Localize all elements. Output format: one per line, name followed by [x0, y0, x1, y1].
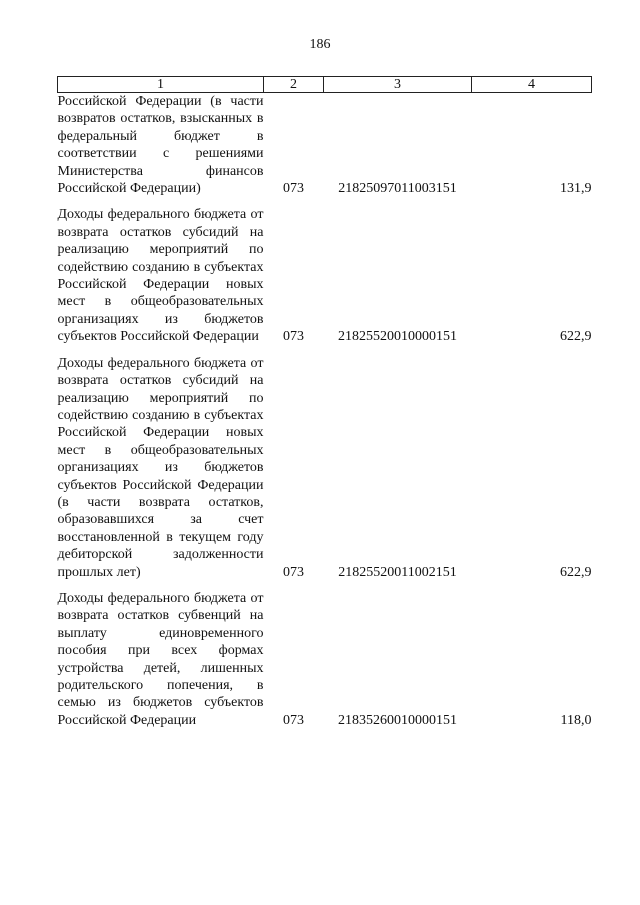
table-row: [58, 346, 592, 581]
revenue-description: Доходы федерального бюджета от возврата остатков субвенций на выплату единовременного пособия при всех формах устройства детей, лишенных родительского попечения, в семью из бюджетов субъектов Российской Федерации: [57, 590, 264, 728]
budget-classification-code: 21835260010000151: [338, 712, 457, 728]
table-row: [58, 197, 592, 345]
table-header-row: [58, 77, 592, 93]
budget-classification-code: 21825520010000151: [338, 329, 457, 345]
revenue-description: Доходы федерального бюджета от возврата остатков субсидий на реализацию мероприятий по содействию созданию в субъектах Российской Федерации новых мест в общеобразовательных организациях из бюджетов субъектов Российской Федерации (в части возврата остатков, образовавшихся за счет восстановленной в текущем году дебиторской задолженности прошлых лет): [57, 355, 264, 580]
page-number: 186: [309, 37, 331, 52]
column-header-2: 2: [264, 77, 324, 93]
administrator-code: 073: [283, 329, 304, 345]
table-row: [58, 581, 592, 729]
amount-value: 131,9: [560, 181, 592, 197]
amount-value: 622,9: [560, 564, 592, 580]
administrator-code: 073: [283, 564, 304, 580]
column-header-1: 1: [58, 77, 264, 93]
administrator-code: 073: [283, 181, 304, 197]
amount-value: 622,9: [560, 329, 592, 345]
amount-value: 118,0: [560, 712, 592, 728]
revenue-description: Доходы федерального бюджета от возврата остатков субсидий на реализацию мероприятий по содействию созданию в субъектах Российской Федерации новых мест в общеобразовательных организациях из бюджетов субъектов Российской Федерации: [57, 207, 264, 345]
column-header-4: 4: [472, 77, 592, 93]
revenue-description: Российской Федерации (в части возвратов остатков, взысканных в федеральный бюджет в соответствии с решениями Министерства финансов Российской Федерации): [57, 94, 264, 197]
budget-classification-code: 21825520011002151: [338, 564, 457, 580]
column-header-3: 3: [324, 77, 472, 93]
budget-revenue-table: [57, 76, 592, 729]
budget-classification-code: 21825097011003151: [338, 181, 457, 197]
table-row: [58, 93, 592, 198]
administrator-code: 073: [283, 712, 304, 728]
